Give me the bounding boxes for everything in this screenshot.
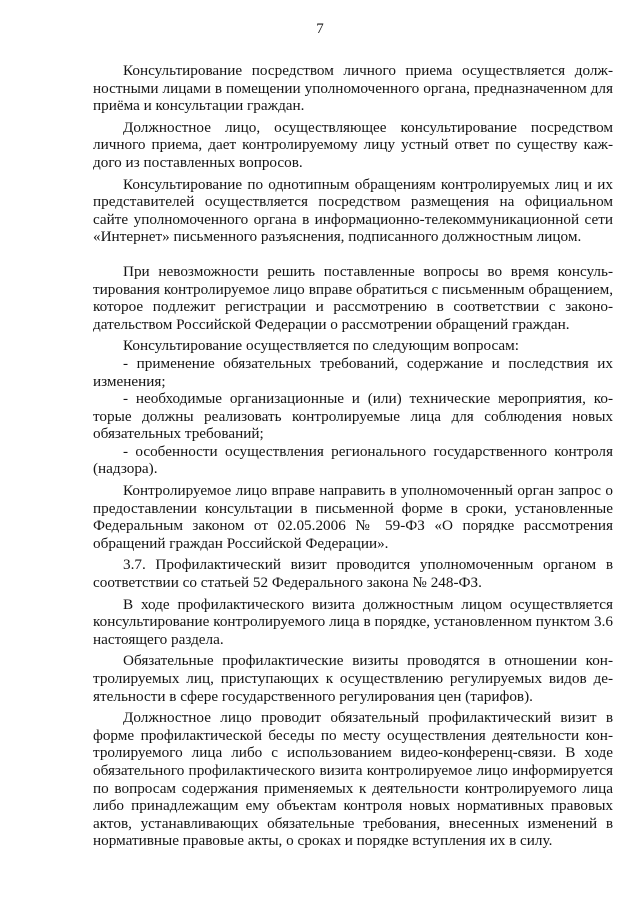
paragraph-written-request: Контролируемое лицо вправе направить в уполномоченный орган запрос о предоставлении консультации в письменной форме в сроки, установленные Федеральным законом от 02.05.2006 № 59-ФЗ «О порядке рассмотрения обращений граждан Российской Федерации». [93, 482, 613, 552]
paragraph-mandatory-visits: Обязательные профилактические визиты проводятся в отношении контролируемых лиц, приступающих к осуществлению регулируемых видов деятельности в сфере государственного регулирования цен (тарифов). [93, 652, 613, 705]
paragraph-consultation-topics: Консультирование осуществляется по следующим вопросам: [123, 337, 519, 355]
document-body [93, 62, 613, 850]
list-item-technical-measures: - необходимые организационные и (или) технические мероприятия, которые должны реализовать контролируемые лица для соблюдения новых обязательных требований; [93, 390, 613, 443]
paragraph-visit-consulting: В ходе профилактического визита должностным лицом осуществляется консультирование контролируемого лица в порядке, установленном пунктом 3.6 настоящего раздела. [93, 595, 613, 648]
paragraph-visit-procedure: Должностное лицо проводит обязательный профилактический визит в форме профилактической беседы по месту осуществления деятельности контролируемого лица либо с использованием видео-конференц-связи. В ходе обязательного профилактического визита контролируемое лицо информируется по вопросам содержания применяемых к деятельности контролируемого лица либо принадлежащим ему объектам контроля новых нормативных правовых актов, устанавливающих обязательные требования, внесенных изменений в нормативные правовые акты, о сроках и порядке вступления их в силу. [93, 709, 613, 850]
paragraph-section-3-7: 3.7. Профилактический визит проводится уполномоченным органом в соответствии со статьей 52 Федерального закона № 248-ФЗ. [93, 556, 613, 592]
page-number: 7 [316, 21, 324, 37]
paragraph-written-explanation: Консультирование по однотипным обращениям контролируемых лиц и их представителей осуществляется посредством размещения на официальном сайте уполномоченного органа в информационно-телекоммуникационной сети «Интернет» письменного разъяснения, подписанного должностным лицом. [93, 175, 613, 246]
paragraph-oral-answer: Должностное лицо, осуществляющее консультирование посредством личного приема, дает контролируемому лицу устный ответ по существу каждого из поставленных вопросов. [93, 118, 613, 171]
list-item-regional-control: - особенности осуществления регионального государственного контроля (надзора). [93, 442, 613, 478]
paragraph-personal-reception: Консультирование посредством личного приема осуществляется должностными лицами в помещении уполномоченного органа, предназначенном для приёма и консультации граждан. [93, 62, 613, 115]
paragraph-written-appeal: При невозможности решить поставленные вопросы во время консультирования контролируемое лицо вправе обратиться с письменным обращением, которое подлежит регистрации и рассмотрению в соответствии с законодательством Российской Федерации о рассмотрении обращений граждан. [93, 262, 613, 333]
list-item-mandatory-requirements: - применение обязательных требований, содержание и последствия их изменения; [93, 354, 613, 390]
